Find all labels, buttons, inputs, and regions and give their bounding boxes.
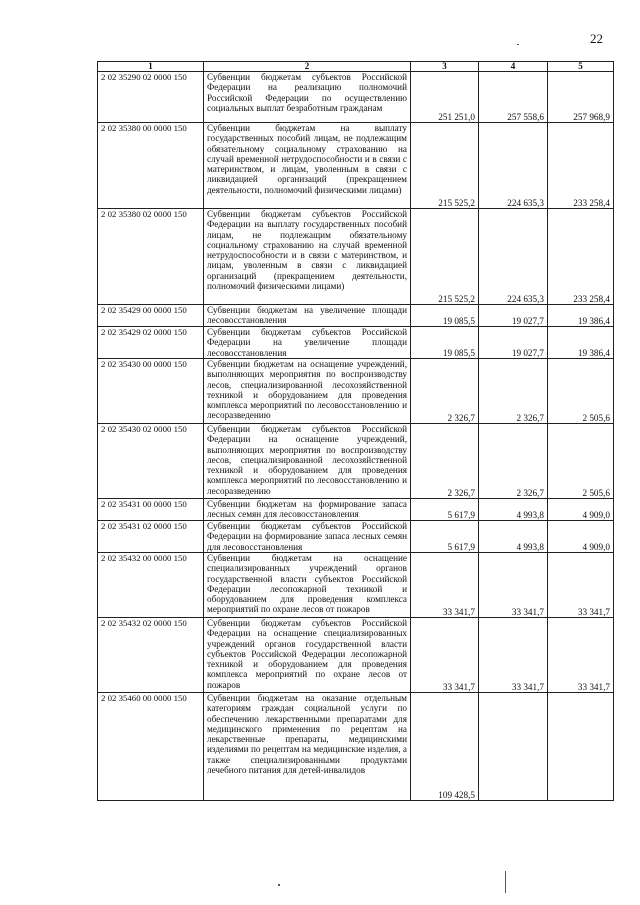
value-col5: 2 505,6 — [548, 359, 614, 424]
value-col5: 233 258,4 — [548, 123, 614, 209]
value-col5 — [548, 693, 614, 801]
column-header-code: 1 — [98, 62, 204, 72]
value-col3: 109 428,5 — [411, 693, 479, 801]
budget-code: 2 02 35429 00 0000 150 — [98, 305, 204, 327]
row-description: Субвенции бюджетам субъектов Российской Федерации на формирование запаса лесных семян для лесовосстановления — [204, 521, 411, 553]
column-header-value-3: 5 — [548, 62, 614, 72]
budget-code: 2 02 35431 02 0000 150 — [98, 521, 204, 553]
table-row — [98, 521, 614, 553]
budget-code: 2 02 35290 02 0000 150 — [98, 72, 204, 123]
value-col5: 4 909,0 — [548, 499, 614, 521]
budget-code: 2 02 35430 02 0000 150 — [98, 424, 204, 499]
value-col4: 224 635,3 — [479, 123, 548, 209]
value-col3: 33 341,7 — [411, 618, 479, 693]
table-row — [98, 424, 614, 499]
row-description: Субвенции бюджетам на выплату государственных пособий лицам, не подлежащим обязательному социальному страхованию на случай временной нетрудоспособности и в связи с материнством, и лицам, уволенным в связи с ликвидацией организаций (прекращением деятельности, полномочий физическими лицами) — [204, 123, 411, 209]
row-description: Субвенции бюджетам на формирование запаса лесных семян для лесовосстановления — [204, 499, 411, 521]
table-row — [98, 693, 614, 801]
budget-code: 2 02 35432 02 0000 150 — [98, 618, 204, 693]
value-col4: 4 993,8 — [479, 521, 548, 553]
table-header-row — [98, 62, 614, 72]
row-description: Субвенции бюджетам на увеличение площади лесовосстановления — [204, 305, 411, 327]
table-row — [98, 499, 614, 521]
row-description: Субвенции бюджетам на оснащение учреждений, выполняющих мероприятия по воспроизводству лесов, специализированной лесохозяйственной техникой и оборудованием для проведения комплекса мероприятий по лесовосстановлению и лесоразведению — [204, 359, 411, 424]
column-header-description: 2 — [204, 62, 411, 72]
scan-speck — [517, 44, 519, 45]
value-col5: 2 505,6 — [548, 424, 614, 499]
value-col3: 215 525,2 — [411, 209, 479, 305]
scan-speck — [505, 871, 506, 893]
budget-table — [97, 61, 614, 801]
budget-code: 2 02 35380 00 0000 150 — [98, 123, 204, 209]
value-col4: 19 027,7 — [479, 327, 548, 359]
value-col3: 5 617,9 — [411, 499, 479, 521]
table-row — [98, 72, 614, 123]
value-col4 — [479, 693, 548, 801]
value-col5: 4 909,0 — [548, 521, 614, 553]
table-row — [98, 618, 614, 693]
table-row — [98, 359, 614, 424]
row-description: Субвенции бюджетам на оказание отдельным категориям граждан социальной услуги по обеспечению лекарственными препаратами для медицинского применения по рецептам на лекарственные препараты, медицинскими изделиями по рецептам на медицинские изделия, а также специализированными продуктами лечебного питания для детей-инвалидов — [204, 693, 411, 801]
value-col5: 19 386,4 — [548, 305, 614, 327]
value-col4: 4 993,8 — [479, 499, 548, 521]
page-number: 22 — [590, 31, 603, 46]
row-description: Субвенции бюджетам субъектов Российской Федерации на оснащение специализированных учреждений органов государственной власти субъектов Российской Федерации лесопожарной техникой и оборудованием для проведения комплекса мероприятий по охране лесов от пожаров — [204, 618, 411, 693]
column-header-value-1: 3 — [411, 62, 479, 72]
budget-code: 2 02 35380 02 0000 150 — [98, 209, 204, 305]
row-description: Субвенции бюджетам субъектов Российской Федерации на оснащение учреждений, выполняющих мероприятия по воспроизводству лесов, специализированной лесохозяйственной техникой и оборудованием для проведения комплекса мероприятий по лесовосстановлению и лесоразведению — [204, 424, 411, 499]
table-row — [98, 123, 614, 209]
value-col4: 224 635,3 — [479, 209, 548, 305]
table-row — [98, 305, 614, 327]
scan-speck — [278, 884, 280, 886]
table-row — [98, 209, 614, 305]
budget-code: 2 02 35432 00 0000 150 — [98, 553, 204, 618]
value-col5: 257 968,9 — [548, 72, 614, 123]
value-col3: 19 085,5 — [411, 327, 479, 359]
row-description: Субвенции бюджетам субъектов Российской Федерации на выплату государственных пособий лицам, не подлежащим обязательному социальному страхованию на случай временной нетрудоспособности и в связи с материнством, и лицам, уволенным в связи с ликвидацией организаций (прекращением деятельности, полномочий физическими лицами) — [204, 209, 411, 305]
value-col4: 33 341,7 — [479, 618, 548, 693]
table-row — [98, 553, 614, 618]
row-description: Субвенции бюджетам субъектов Российской Федерации на увеличение площади лесовосстановления — [204, 327, 411, 359]
budget-code: 2 02 35429 02 0000 150 — [98, 327, 204, 359]
budget-code: 2 02 35431 00 0000 150 — [98, 499, 204, 521]
value-col3: 2 326,7 — [411, 359, 479, 424]
value-col5: 233 258,4 — [548, 209, 614, 305]
value-col4: 257 558,6 — [479, 72, 548, 123]
table-row — [98, 327, 614, 359]
value-col5: 33 341,7 — [548, 618, 614, 693]
value-col5: 33 341,7 — [548, 553, 614, 618]
value-col3: 19 085,5 — [411, 305, 479, 327]
budget-code: 2 02 35430 00 0000 150 — [98, 359, 204, 424]
value-col3: 5 617,9 — [411, 521, 479, 553]
value-col4: 19 027,7 — [479, 305, 548, 327]
value-col4: 2 326,7 — [479, 359, 548, 424]
value-col4: 2 326,7 — [479, 424, 548, 499]
value-col3: 33 341,7 — [411, 553, 479, 618]
column-header-value-2: 4 — [479, 62, 548, 72]
value-col3: 251 251,0 — [411, 72, 479, 123]
value-col3: 2 326,7 — [411, 424, 479, 499]
row-description: Субвенции бюджетам субъектов Российской Федерации на реализацию полномочий Российской Федерации по осуществлению социальных выплат безработным гражданам — [204, 72, 411, 123]
row-description: Субвенции бюджетам на оснащение специализированных учреждений органов государственной власти субъектов Российской Федерации лесопожарной техникой и оборудованием для проведения комплекса мероприятий по охране лесов от пожаров — [204, 553, 411, 618]
value-col4: 33 341,7 — [479, 553, 548, 618]
budget-code: 2 02 35460 00 0000 150 — [98, 693, 204, 801]
value-col3: 215 525,2 — [411, 123, 479, 209]
value-col5: 19 386,4 — [548, 327, 614, 359]
